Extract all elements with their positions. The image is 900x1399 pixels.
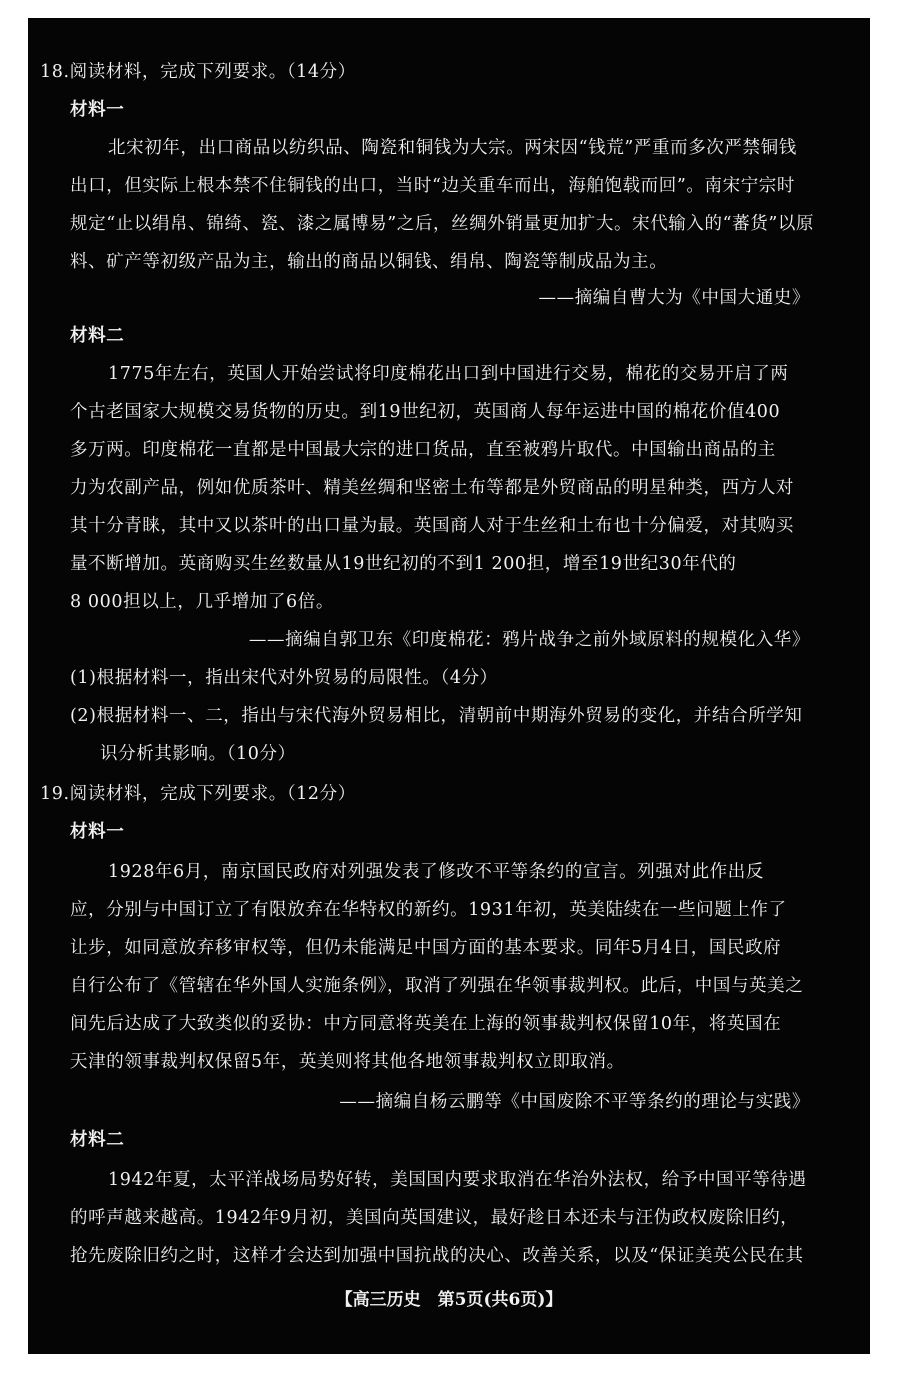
q19-m1-line-1: 1928年6月，南京国民政府对列强发表了修改不平等条约的宣言。列强对此作出反 [108,862,764,882]
q18-m2-source: ——摘编自郭卫东《印度棉花：鸦片战争之前外域原料的规模化入华》 [248,630,810,650]
q19-m1-line-6: 天津的领事裁判权保留5年，英美则将其他各地领事裁判权立即取消。 [70,1052,625,1072]
q18-m1-source: ——摘编自曹大为《中国大通史》 [538,288,810,308]
q18-m1-line-2: 出口，但实际上根本禁不住铜钱的出口，当时“边关重车而出，海舶饱载而回”。南宋宁宗时 [70,176,795,196]
q18-m1-line-3: 规定“止以绢帛、锦绮、瓷、漆之属博易”之后，丝绸外销量更加扩大。宋代输入的“蕃货”以原 [70,214,815,234]
q18-m2-line-3: 多万两。印度棉花一直都是中国最大宗的进口货品，直至被鸦片取代。中国输出商品的主 [70,440,776,460]
q18-m2-line-4: 力为农副产品，例如优质茶叶、精美丝绸和坚密土布等都是外贸商品的明星种类，西方人对 [70,478,794,498]
q19-material-1-label: 材料一 [70,822,125,842]
q19-material-2-label: 材料二 [70,1130,125,1150]
q19-m1-line-5: 间先后达成了大致类似的妥协：中方同意将英美在上海的领事裁判权保留10年，将英国在 [70,1014,782,1034]
page-footer: 【高三历史 第5页(共6页)】 [335,1290,563,1310]
q19-m1-line-4: 自行公布了《管辖在华外国人实施条例》，取消了列强在华领事裁判权。此后，中国与英美之 [70,976,804,996]
q19-m2-line-2: 的呼声越来越高。1942年9月初，美国向英国建议，最好趁日本还未与汪伪政权废除旧约， [70,1208,799,1228]
q19-m2-line-1: 1942年夏，太平洋战场局势好转，美国国内要求取消在华治外法权，给予中国平等待遇 [108,1170,807,1190]
q18-m2-line-6: 量不断增加。英商购买生丝数量从19世纪初的不到1 200担，增至19世纪30年代的 [70,554,737,574]
q18-m2-line-2: 个古老国家大规模交易货物的历史。到19世纪初，英国商人每年运进中国的棉花价值400 [70,402,781,422]
question-19-title: 19.阅读材料，完成下列要求。（12分） [40,784,356,804]
question-18-title: 18.阅读材料，完成下列要求。（14分） [40,62,356,82]
q19-m2-line-3: 抢先废除旧约之时，这样才会达到加强中国抗战的决心、改善关系，以及“保证美英公民在其 [70,1246,804,1266]
q18-material-1-label: 材料一 [70,100,125,120]
q18-m2-line-5: 其十分青睐，其中又以茶叶的出口量为最。英国商人对于生丝和土布也十分偏爱，对其购买 [70,516,794,536]
q18-m2-line-7: 8 000担以上，几乎增加了6倍。 [70,592,334,612]
q18-m2-line-1: 1775年左右，英国人开始尝试将印度棉花出口到中国进行交易，棉花的交易开启了两 [108,364,789,384]
exam-page [28,18,870,1354]
q18-material-2-label: 材料二 [70,326,125,346]
q19-m1-line-2: 应，分别与中国订立了有限放弃在华特权的新约。1931年初，英美陆续在一些问题上作了 [70,900,787,920]
q18-m1-line-1: 北宋初年，出口商品以纺织品、陶瓷和铜钱为大宗。两宋因“钱荒”严重而多次严禁铜钱 [108,138,797,158]
q18-subquestion-1: (1)根据材料一，指出宋代对外贸易的局限性。（4分） [70,668,498,688]
q18-subquestion-2-cont: 识分析其影响。（10分） [100,744,296,764]
q19-m1-source: ——摘编自杨云鹏等《中国废除不平等条约的理论与实践》 [339,1092,810,1112]
q19-m1-line-3: 让步，如同意放弃移审权等，但仍未能满足中国方面的基本要求。同年5月4日，国民政府 [70,938,782,958]
q18-subquestion-2: (2)根据材料一、二，指出与宋代海外贸易相比，清朝前中期海外贸易的变化，并结合所学知 [70,706,803,726]
q18-m1-line-4: 料、矿产等初级产品为主，输出的商品以铜钱、绢帛、陶瓷等制成品为主。 [70,252,668,272]
